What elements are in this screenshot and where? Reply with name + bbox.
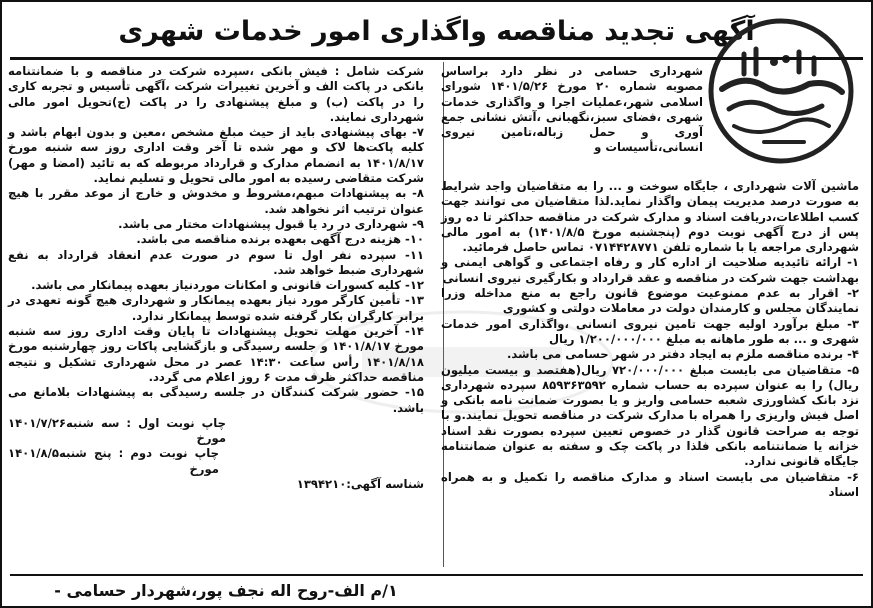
left-column bbox=[8, 64, 424, 492]
bottom-rule bbox=[10, 574, 863, 576]
left-paragraph: ۸- به پیشنهادات مبهم،مشروط و مخدوش و خارج از موعد مقرر با هیچ عنوان ترتیب اثر نخواهد شد. bbox=[8, 186, 424, 216]
municipality-logo bbox=[704, 14, 859, 169]
right-paragraph: ۲- اقرار به عدم ممنوعیت موضوع قانون راجع به منع مداخله وزرا نمایندگان مجلس و کارمندان دولت در معاملات دولتی و کشوری bbox=[441, 286, 859, 316]
left-paragraph: ۱۱- سپرده نفر اول تا سوم در صورت عدم انعقاد قرارداد به نفع شهرداری ضبط خواهد شد. bbox=[8, 247, 424, 277]
right-column bbox=[441, 179, 859, 500]
right-paragraph: ۶- متقاضیان می بایست اسناد و مدارک مناقصه را تکمیل و به همراه اسناد bbox=[441, 469, 859, 499]
print-date-value: ۱۴۰۱/۷/۲۶ bbox=[8, 415, 67, 430]
ad-title: آگهی تجدید مناقصه واگذاری امور خدمات شهری bbox=[118, 16, 755, 47]
ad-id: شناسه آگهی:۱۳۹۴۲۱۰ bbox=[296, 477, 424, 492]
right-paragraph: ۵- متقاضیان می بایست مبلغ ۷۲۰/۰۰۰/۰۰۰ ریال(هفتصد و بیست میلیون ریال) را به عنوان سپرده به حساب شماره ۸۵۹۳۶۳۵۹۲ سپرده شهرداری نزد بانک کشاورزی شعبه حسامی واریز و یا بصورت ضمانت نامه بانکی و اصل فیش واریزی را همراه با مدارک شرکت در مناقصه تحویل نمایند.و با توجه به صراحت قانون گذار در خصوص تعیین سپرده بصورت نقد اسناد خزانه یا ضمانتنامه بانکی فلذا در پاکت چک و سفته به عنوان ضمانتنامه جایگاه قانونی ندارد. bbox=[441, 362, 860, 469]
left-paragraph: ۱۵- حضور شرکت کنندگان در جلسه رسیدگی به پیشنهادات بلامانع می باشد. bbox=[8, 385, 424, 415]
top-rule bbox=[10, 57, 863, 60]
right-paragraph: ۱- ارائه تائیدیه صلاحیت از اداره کار و رفاه اجتماعی و گواهی ایمنی و بهداشت جهت شرکت در مناقصه و عقد قرارداد و بکارگیری نیروی انسانی bbox=[441, 255, 859, 285]
left-paragraph: ۱۰- هزینه درج آگهی بعهده برنده مناقصه می باشد. bbox=[136, 232, 424, 247]
left-paragraph: ۱۳- تأمین کارگر مورد نیاز بعهده پیمانکار و شهرداری هیچ گونه تعهدی در برابر کارگران بکار گرفته شده توسط پیمانکار ندارد. bbox=[8, 293, 424, 323]
print-date-second bbox=[8, 446, 424, 477]
logo-emblem-icon bbox=[704, 14, 859, 169]
signature-line: ۱/م الف-روح اله نجف پور،شهردار حسامی - bbox=[54, 581, 398, 600]
print-date-value: ۱۴۰۱/۸/۵ bbox=[8, 446, 59, 461]
right-column-intro bbox=[441, 64, 703, 156]
print-date-label: چاپ نوبت دوم : پنج شنبه مورخ bbox=[58, 446, 219, 476]
print-date-label: چاپ نوبت اول : سه شنبه مورخ bbox=[66, 415, 227, 446]
left-paragraph: شرکت شامل : فیش بانکی ،سپرده شرکت در مناقصه و با ضمانتنامه بانکی در پاکت الف و آخرین تغییرات شرکت ،آگهی تأسیس و تجربه کاری را در پاکت (ب) و مبلغ پیشنهادی را در پاکت (ج)تحویل امور مالی شهرداری نمایند. bbox=[8, 64, 424, 124]
left-paragraph: ۱۴- آخرین مهلت تحویل پیشنهادات تا پایان وقت اداری روز سه شنبه مورخ ۱۴۰۱/۸/۱۷ و جلسه رسیدگی و بازگشایی پاکات روز چهارشنبه مورخ ۱۴۰۱/۸/۱۸ رأس ساعت ۱۴:۳۰ عصر در محل شهرداری تشکیل و نتیجه مناقصه حداکثر ظرف مدت ۶ روز اعلام می گردد. bbox=[8, 324, 425, 384]
left-paragraph: ۹- شهرداری در رد یا قبول پیشنهادات مختار می باشد. bbox=[118, 216, 424, 231]
intro-paragraph: شهرداری حسامی در نظر دارد براساس مصوبه شماره ۲۰ مورخ ۱۴۰۱/۵/۲۶ شورای اسلامی شهر،عملیات اجرا و واگذاری خدمات شهری ،فضای سبز،نگهبانی ،آتش نشانی جمع آوری و حمل زباله،تامین نیروی انسانی،تأسیسات و bbox=[441, 64, 704, 155]
left-paragraph: ۷- بهای پیشنهادی باید از حیث مبلغ مشخص ،معین و بدون ابهام باشد و کلیه پاکت‌ها لاک و مهر شده تا آخر وقت اداری روز سه شنبه مورخ ۱۴۰۱/۸/۱۷ به انضمام مدارک و قرارداد مربوطه که به تائید (امضا و مهر) شرکت متقاضی رسیده به امور مالی تحویل و تسلیم نماید. bbox=[8, 125, 424, 186]
print-date-first bbox=[8, 416, 424, 447]
right-paragraph: ۴- برنده مناقصه ملزم به ایجاد دفتر در شهر حسامی می باشد. bbox=[507, 347, 859, 362]
right-paragraph: ۳- مبلغ برآورد اولیه جهت تامین نیروی انسانی ،واگذاری امور خدمات شهری و ... به طور ماهانه به مبلغ ۱/۲۰۰/۰۰۰/۰۰۰ ریال bbox=[441, 316, 859, 346]
right-paragraph: ماشین آلات شهرداری ، جایگاه سوخت و ... را به متقاضیان واجد شرایط به صورت درصد مدیریت پیمان واگذار نماید.لذا متقاضیان می توانند جهت کسب اطلاعات،دریافت اسناد و مدارک شرکت در مناقصه حداکثر تا ده روز پس از درج آگهی نوبت دوم (پنجشنبه مورخ ۱۴۰۱/۸/۵) به امور مالی شهرداری مراجعه یا با شماره تلفن ۰۷۱۴۴۲۸۷۷۱ تماس حاصل فرمائید. bbox=[441, 179, 859, 255]
left-paragraph: ۱۲- کلیه کسورات قانونی و امکانات موردنیاز بعهده پیمانکار می باشد. bbox=[31, 278, 424, 293]
